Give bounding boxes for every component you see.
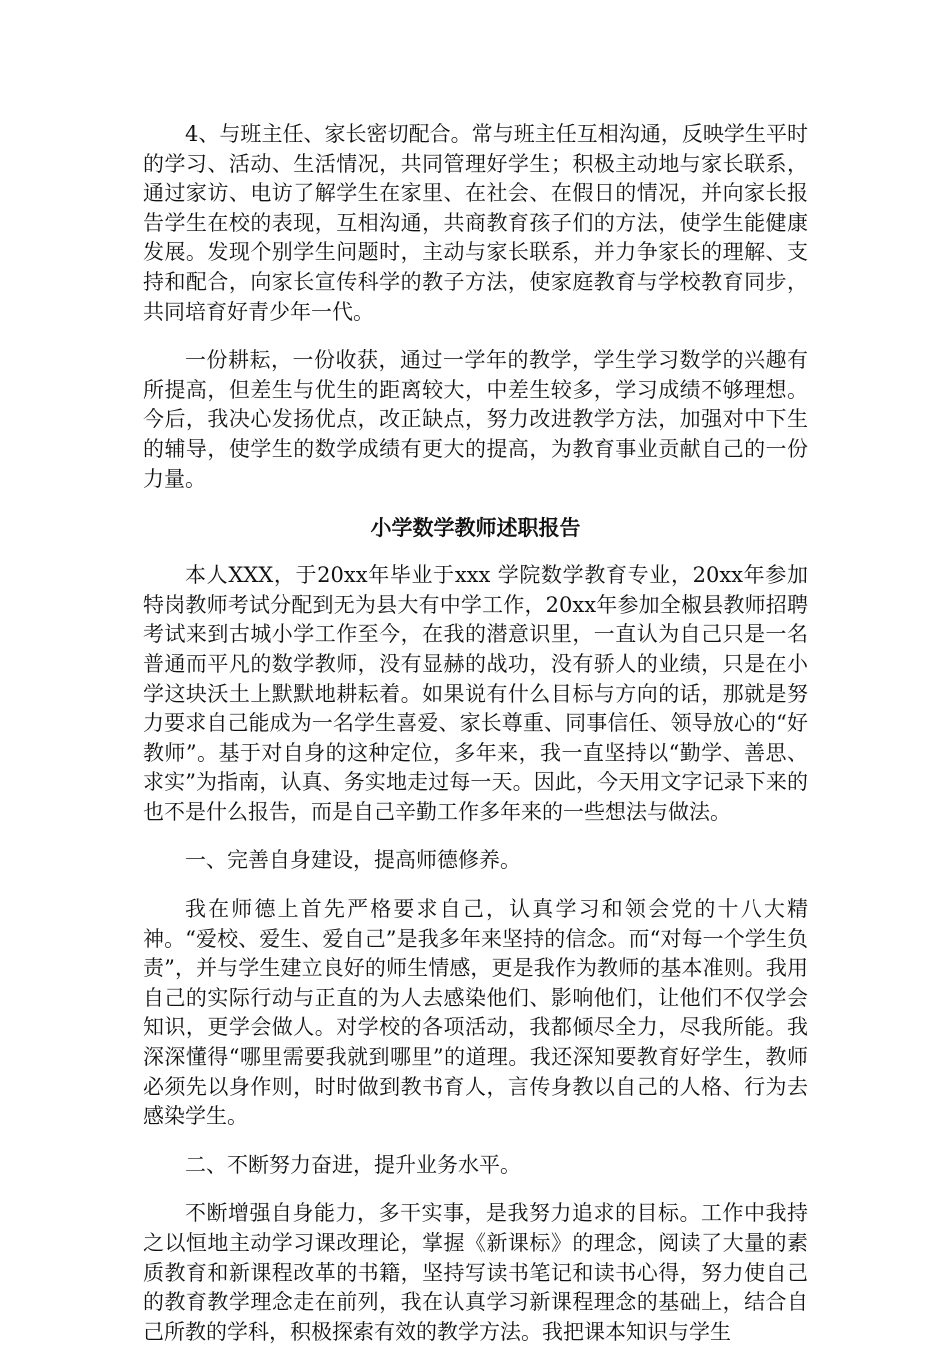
paragraph-ethics: 我在师德上首先严格要求自己，认真学习和领会党的十八大精神。“爱校、爱生、爱自己”是我多年来坚持的信念。而“对每一个学生负责”，并与学生建立良好的师生情感，更是我作为教师的基本准则。我用自己的实际行动与正直的为人去感染他们、影响他们，让他们不仅学会知识，更学会做人。对学校的各项活动，我都倾尽全力，尽我所能。我深深懂得“哪里需要我就到哪里”的道理。我还深知要教育好学生，教师必须先以身作则，时时做到教书育人，言传身教以自己的人格、行为去感染学生。 xyxy=(143,897,808,1129)
section-heading-professional: 二、不断努力奋进，提升业务水平。 xyxy=(185,1152,521,1177)
paragraph-home-school-cooperation: 4、与班主任、家长密切配合。常与班主任互相沟通，反映学生平时的学习、活动、生活情况，共同管理好学生；积极主动地与家长联系，通过家访、电访了解学生在家里、在社会、在假日的情况，并向家长报告学生在校的表现，互相沟通，共商教育孩子们的方法，使学生能健康发展。发现个别学生问题时，主动与家长联系，并力争家长的理解、支持和配合，向家长宣传科学的教子方法，使家庭教育与学校教育同步，共同培育好青少年一代。 xyxy=(143,122,808,324)
paragraph-intro: 本人XXX，于20xx年毕业于xxx 学院数学教育专业，20xx年参加特岗教师考试分配到无为县大有中学工作，20xx年参加全椒县教师招聘考试来到古城小学工作至今，在我的潜意识里，一直认为自己只是一名普通而平凡的数学教师，没有显赫的战功，没有骄人的业绩，只是在小学这块沃土上默默地耕耘着。如果说有什么目标与方向的话，那就是努力要求自己能成为一名学生喜爱、家长尊重、同事信任、领导放心的“好教师”。基于对自身的这种定位，多年来，我一直坚持以“勤学、善思、求实”为指南，认真、务实地走过每一天。因此，今天用文字记录下来的也不是什么报告，而是自己辛勤工作多年来的一些想法与做法。 xyxy=(143,563,808,824)
paragraph-conclusion: 一份耕耘，一份收获，通过一学年的教学，学生学习数学的兴趣有所提高，但差生与优生的距离较大，中差生较多，学习成绩不够理想。今后，我决心发扬优点，改正缺点，努力改进教学方法，加强对中下生的辅导，使学生的数学成绩有更大的提高，为教育事业贡献自己的一份力量。 xyxy=(143,348,808,491)
report-title: 小学数学教师述职报告 xyxy=(370,515,581,541)
paragraph-professional: 不断增强自身能力，多干实事，是我努力追求的目标。工作中我持之以恒地主动学习课改理论，掌握《新课标》的理念，阅读了大量的素质教育和新课程改革的书籍，坚持写读书笔记和读书心得，努力使自己的教育教学理念走在前列，我在认真学习新课程理念的基础上，结合自己所教的学科，积极探索有效的教学方法。我把课本知识与学生 xyxy=(143,1201,808,1344)
document-page xyxy=(143,120,808,1366)
section-heading-ethics: 一、完善自身建设，提高师德修养。 xyxy=(185,848,521,873)
